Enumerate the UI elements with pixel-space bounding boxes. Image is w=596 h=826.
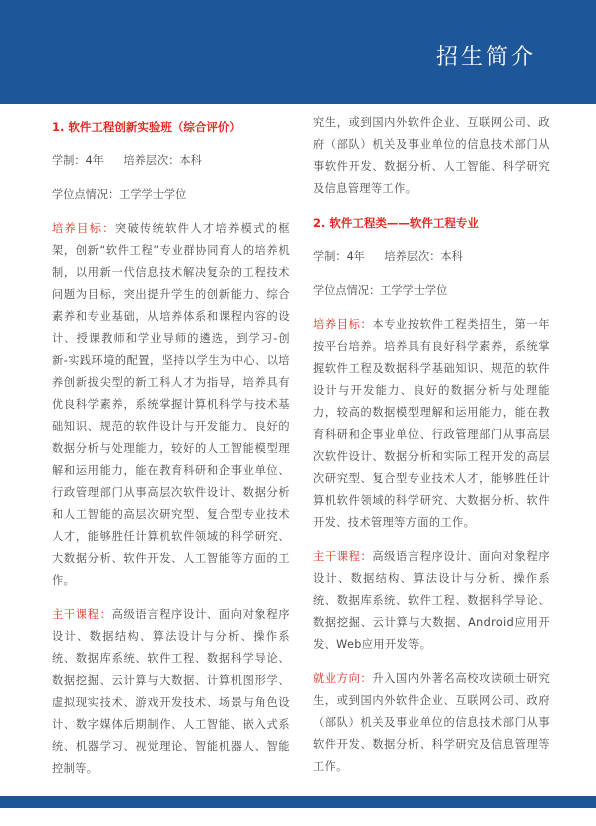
section2-goal-label: 培养目标： [313,318,373,331]
header-banner [0,0,596,104]
section1-career-continued: 究生，或到国内外软件企业、互联网公司、政府（部队）机关及事业单位的信息技术部门从事软件开发、数据分析、人工智能、科学研究及信息管理等工作。 [313,116,550,195]
section2-goal-text: 本专业按软件工程类招生，第一年按平台培养。培养具有良好科学素养，系统掌握软件工程及数据科学基础知识、规范的软件设计与开发能力、良好的数据分析与处理能力，较高的数据模型理解和运用能力，能在教育科研和企事业单位、行政管理部门从事高层次软件设计、数据分析和实际工程开发的高层次研究型、复合型专业技术人才，能够胜任计算机软件领域的科学研究、大数据分析、软件开发、技术管理等方面的工作。 [313,318,550,529]
section2-level: 培养层次：本科 [384,250,463,263]
section2-meta [313,246,550,268]
section1-duration: 学制：4年 [52,154,104,167]
right-column [313,112,550,790]
section1-course-text: 高级语言程序设计、面向对象程序设计、数据结构、算法设计与分析、操作系统、数据库系统、软件工程、数据科学导论、数据挖掘、云计算与大数据、计算机图形学、虚拟现实技术、游戏开发技术、场景与角色设计、数字媒体后期制作、人工智能、嵌入式系统、机器学习、视觉理论、智能机器人、智能控制等。 [52,608,290,775]
section1-goal [52,218,290,592]
left-column [52,112,290,826]
section2-career-text: 升入国内外著名高校攻读硕士研究生，或到国内外软件企业、互联网公司、政府（部队）机关及事业单位的信息技术部门从事软件开发、数据分析、科学研究及信息管理等工作。 [313,672,550,773]
section1-title: 1. 软件工程创新实验班（综合评价） [52,120,241,134]
section2-courses [313,546,550,656]
section2-degree: 学位点情况：工学学士学位 [313,284,448,297]
section1-goal-text: 突破传统软件人才培养模式的框架，创新“软件工程”专业群协同育人的培养机制，以用新一代信息技术解决复杂的工程技术问题为目标，突出提升学生的创新能力、综合素养和专业基础，从培养体系和课程内容的设计、授课教师和学业导师的遴选，到学习-创新-实践环境的配置，坚持以学生为中心、以培养创新拔尖型的新工科人才为指导，培养具有优良科学素养，系统掌握计算机科学与技术基础知识、规范的软件设计与开发能力、良好的数据分析与处理能力，较好的人工智能模型理解和运用能力，能在教育科研和企事业单位、行政管理部门从事高层次软件设计、数据分析和人工智能的高层次研究型、复合型专业技术人才，能够胜任计算机软件领域的科学研究、大数据分析、软件开发、人工智能等方面的工作。 [52,222,290,587]
section1-courses [52,604,290,780]
section1-level: 培养层次：本科 [123,154,202,167]
section1-degree: 学位点情况：工学学士学位 [52,188,187,201]
section2-title: 2. 软件工程类——软件工程专业 [313,216,479,230]
section2-duration: 学制：4年 [313,250,365,263]
section2-course-text: 高级语言程序设计、面向对象程序设计、数据结构、算法设计与分析、操作系统、数据库系统、软件工程、数据科学导论、数据挖掘、云计算与大数据、Android应用开发、Web应用开发等。 [313,550,550,651]
section2-career [313,668,550,778]
section2-course-label: 主干课程： [313,550,373,563]
section1-meta [52,150,290,172]
page-title: 招生简介 [435,45,536,70]
section2-career-label: 就业方向： [313,672,373,685]
footer-bar [0,796,596,808]
section2-goal [313,314,550,534]
section1-goal-label: 培养目标： [52,222,115,235]
section1-course-label: 主干课程： [52,608,112,621]
